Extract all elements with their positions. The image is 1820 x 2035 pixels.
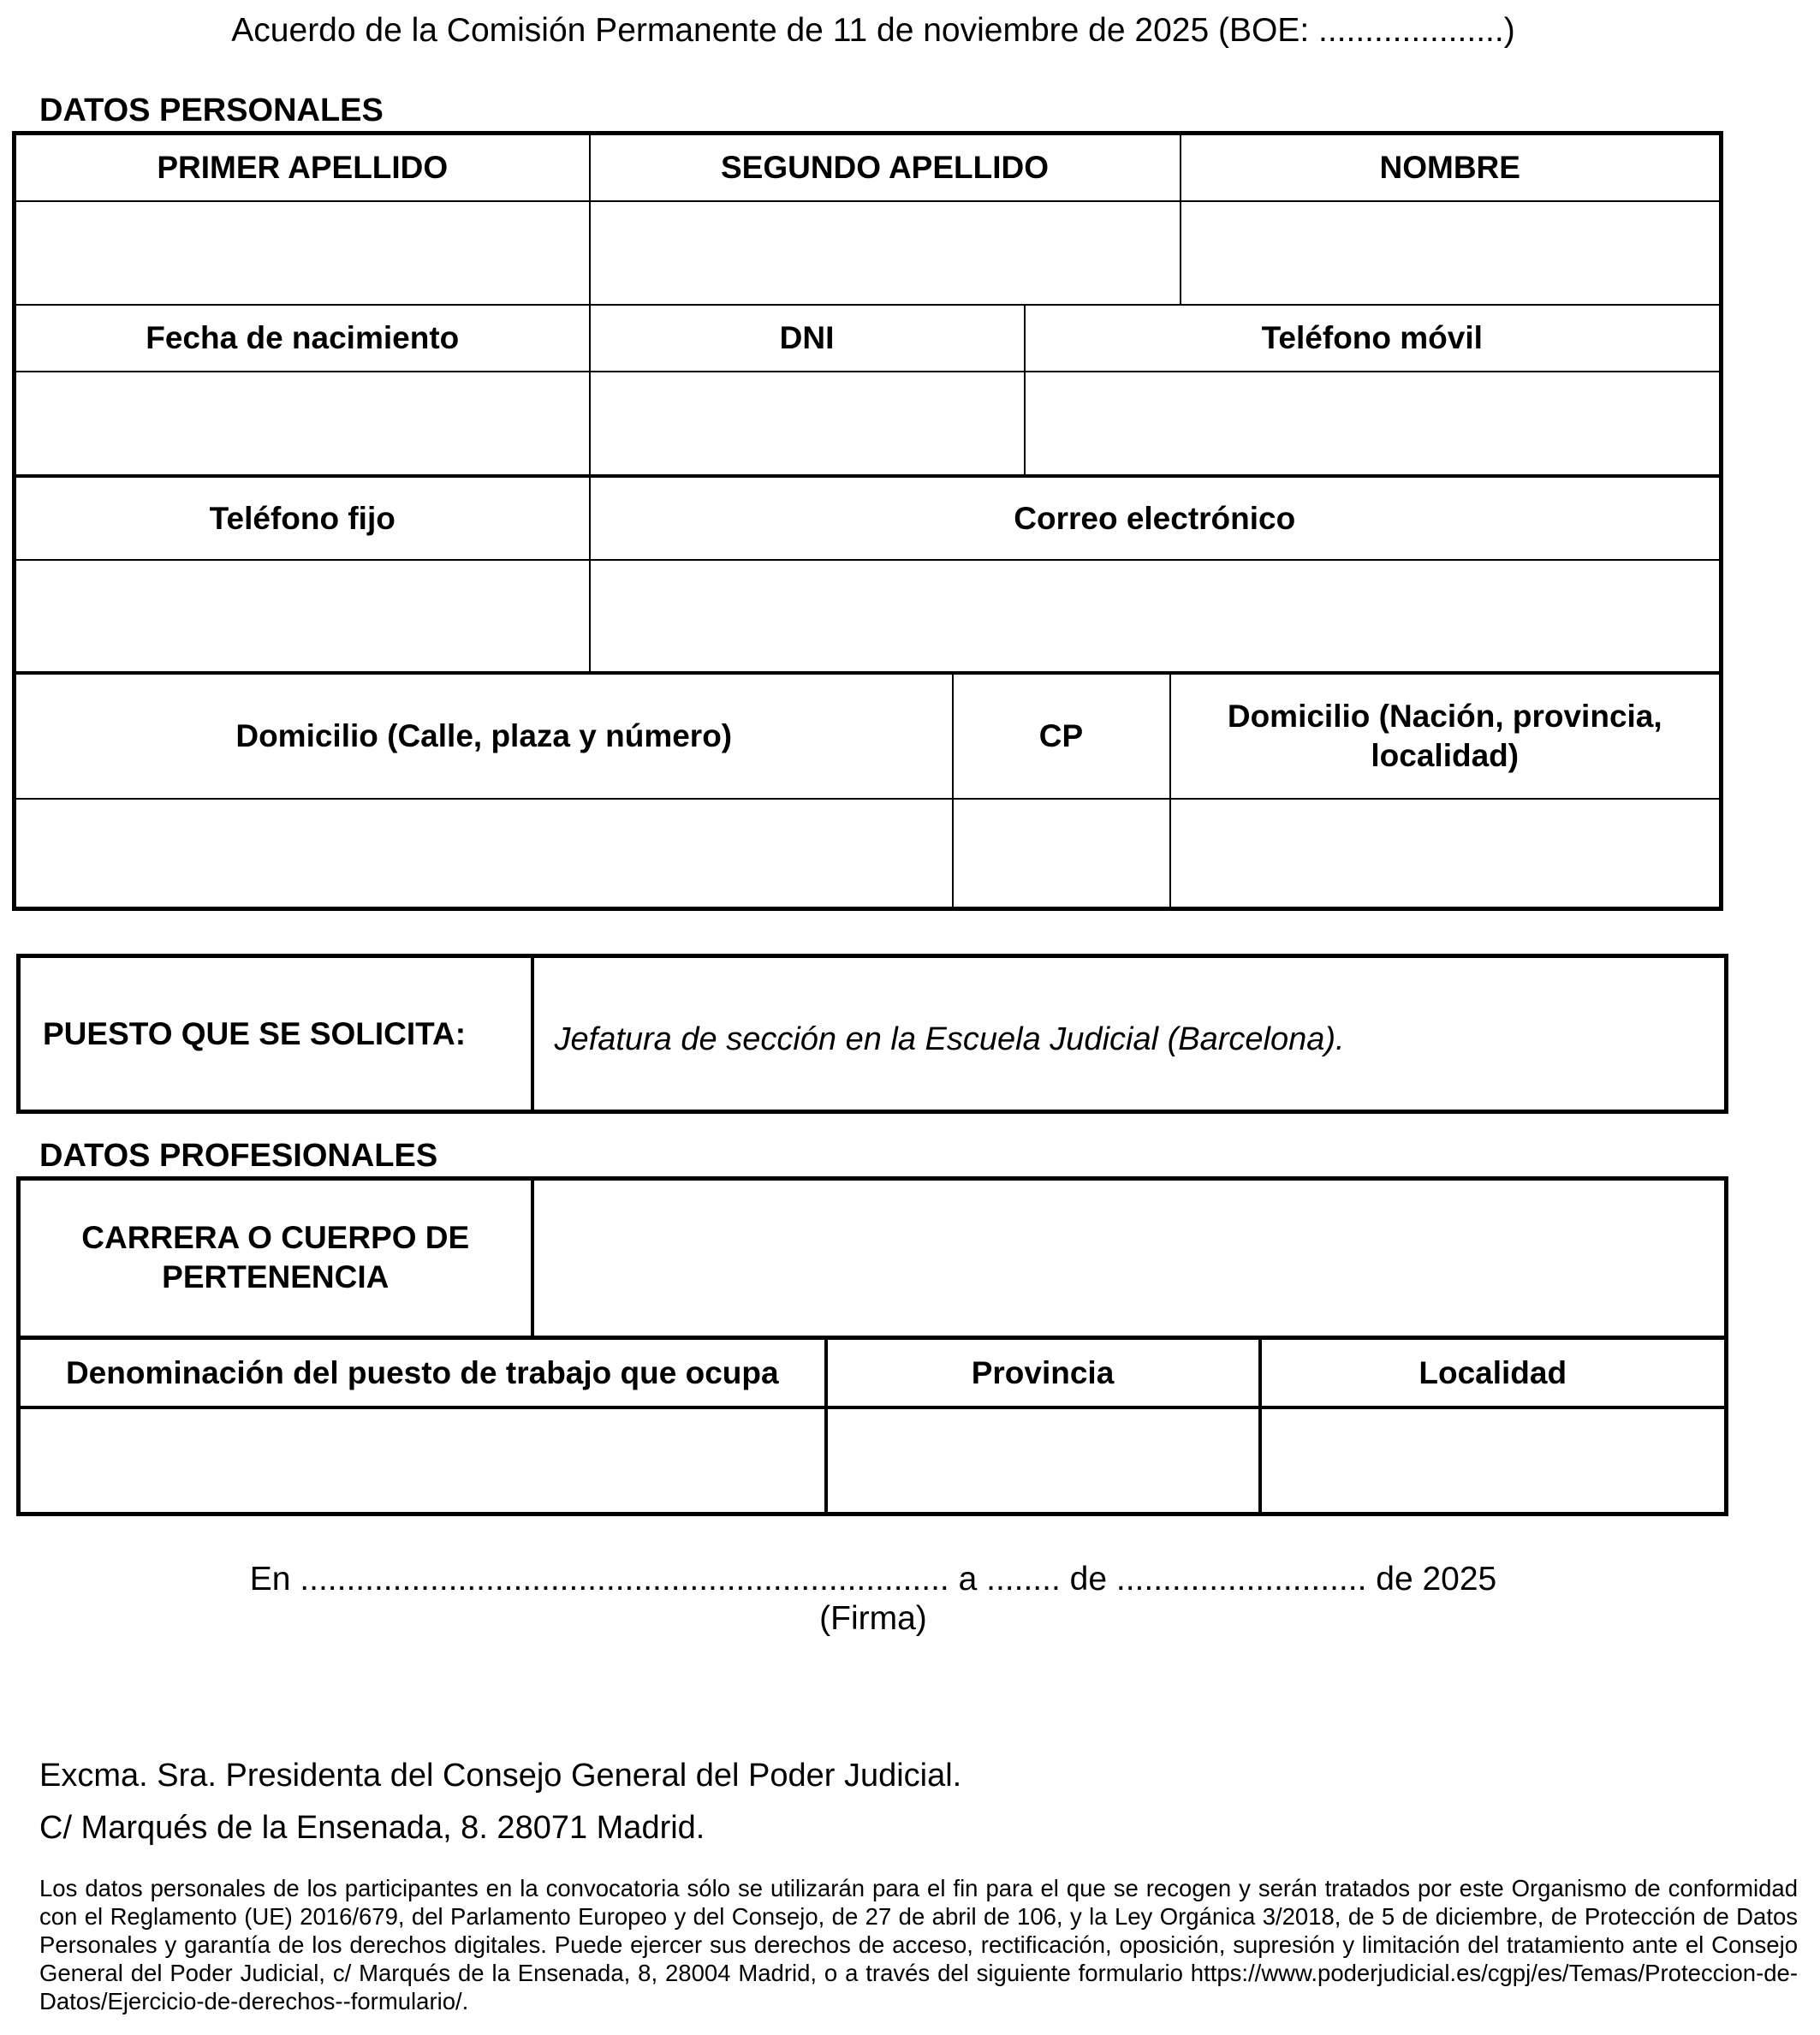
second-surname-label: SEGUNDO APELLIDO: [590, 134, 1181, 201]
province-field[interactable]: [826, 1407, 1260, 1514]
address-region-line1: Domicilio (Nación, provincia,: [1227, 699, 1662, 734]
address-region-line2: localidad): [1371, 738, 1520, 773]
province-label: Provincia: [826, 1338, 1260, 1407]
job-title-label: Denominación del puesto de trabajo que ocupa: [19, 1338, 826, 1407]
career-field[interactable]: [532, 1179, 1727, 1337]
personal-data-table-row2: [12, 304, 1723, 476]
landline-label: Teléfono fijo: [15, 477, 590, 560]
personal-data-title: DATOS PERSONALES: [39, 92, 384, 128]
cp-field[interactable]: [953, 799, 1170, 908]
dni-label: DNI: [590, 305, 1025, 372]
addressee-line1: Excma. Sra. Presidenta del Consejo General del Poder Judicial.: [39, 1758, 962, 1794]
locality-field[interactable]: [1260, 1407, 1727, 1514]
addressee-line2: C/ Marqués de la Ensenada, 8. 28071 Madrid.: [39, 1810, 705, 1846]
address-street-label: Domicilio (Calle, plaza y número): [15, 674, 953, 799]
address-region-field[interactable]: [1170, 799, 1722, 908]
email-field[interactable]: [590, 560, 1722, 672]
career-label-line2: PERTENENCIA: [162, 1259, 390, 1295]
address-region-label: [1170, 674, 1722, 799]
position-value: Jefatura de sección en la Escuela Judicial (Barcelona).: [532, 956, 1727, 1112]
mobile-field[interactable]: [1025, 372, 1722, 475]
place-date-line: En ...................................................................... a ........ de ........................... de 2025: [249, 1561, 1497, 1598]
personal-data-table-row3: [12, 476, 1723, 673]
cp-label: CP: [953, 674, 1170, 799]
first-surname-field[interactable]: [15, 201, 590, 305]
position-table: [16, 954, 1728, 1114]
landline-field[interactable]: [15, 560, 590, 672]
career-label: [19, 1179, 532, 1337]
first-surname-label: PRIMER APELLIDO: [15, 134, 590, 201]
address-street-field[interactable]: [15, 799, 953, 908]
second-surname-field[interactable]: [590, 201, 1181, 305]
agreement-header: Acuerdo de la Comisión Permanente de 11 de noviembre de 2025 (BOE: ....................): [231, 12, 1515, 49]
email-label: Correo electrónico: [590, 477, 1722, 560]
job-title-field[interactable]: [19, 1407, 826, 1514]
signature-label: (Firma): [819, 1600, 927, 1637]
personal-data-table-row4: [12, 673, 1723, 911]
birth-date-field[interactable]: [15, 372, 590, 475]
position-label: PUESTO QUE SE SOLICITA:: [19, 956, 532, 1112]
locality-label: Localidad: [1260, 1338, 1727, 1407]
birth-date-label: Fecha de nacimiento: [15, 305, 590, 372]
career-label-line1: CARRERA O CUERPO DE: [81, 1220, 470, 1256]
name-field[interactable]: [1181, 201, 1722, 305]
professional-table-row2: [16, 1336, 1728, 1516]
professional-table: [16, 1176, 1728, 1339]
name-label: NOMBRE: [1181, 134, 1722, 201]
personal-data-table: [12, 131, 1723, 306]
mobile-label: Teléfono móvil: [1025, 305, 1722, 372]
professional-data-title: DATOS PROFESIONALES: [39, 1138, 438, 1174]
dni-field[interactable]: [590, 372, 1025, 475]
legal-notice: Los datos personales de los participantes en la convocatoria sólo se utilizarán para el fin para el que se recogen y serán tratados por este Organismo de conformidad con el Reglamento (UE) 2016/679, del Parlamento Europeo y del Consejo, de 27 de abril de 106, y la Ley Orgánica 3/2018, de 5 de diciembre, de Protección de Datos Personales y garantía de los derechos digitales. Puede ejercer sus derechos de acceso, rectificación, oposición, supresión y limitación del tratamiento ante el Consejo General del Poder Judicial, c/ Marqués de la Ensenada, 8, 28004 Madrid, o a través del siguiente formulario https://www.poderjudicial.es/cgpj/es/Temas/Proteccion-de-Datos/Ejercicio-de-derechos--formulario/.: [39, 1875, 1798, 2014]
